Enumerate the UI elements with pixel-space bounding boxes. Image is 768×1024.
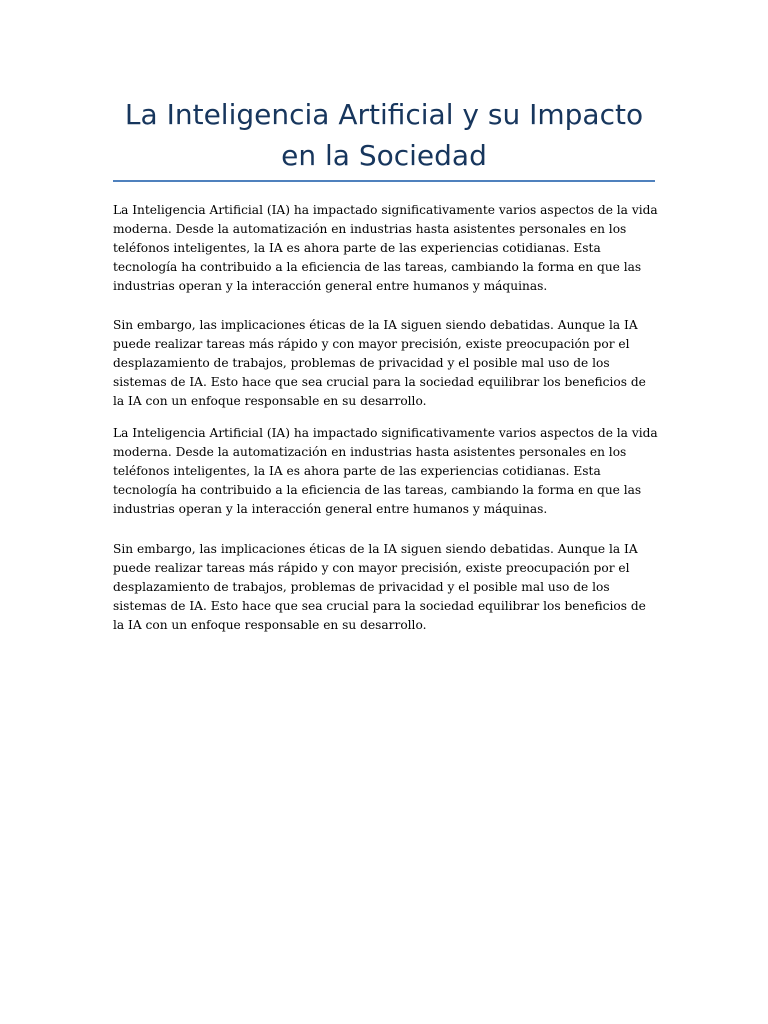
body-paragraph-1: La Inteligencia Artificial (IA) ha impactado significativamente varios aspectos de la vida moderna. Desde la automatización en industrias hasta asistentes personales en los teléfonos inteligentes, la IA es ahora parte de las experiencias cotidianas. Esta tecnología ha contribuido a la eficiencia de las tareas, cambiando la forma en que las industrias operan y la interacción general entre humanos y máquinas. bbox=[113, 203, 658, 294]
title-underline-rule bbox=[113, 180, 655, 182]
body-paragraph-4: Sin embargo, las implicaciones éticas de la IA siguen siendo debatidas. Aunque la IA puede realizar tareas más rápido y con mayor precisión, existe preocupación por el desplazamiento de trabajos, problemas de privacidad y el posible mal uso de los sistemas de IA. Esto hace que sea crucial para la sociedad equilibrar los beneficios de la IA con un enfoque responsable en su desarrollo. bbox=[113, 542, 646, 633]
document-title: La Inteligencia Artificial y su Impacto en la Sociedad bbox=[124, 98, 644, 172]
body-paragraph-2: Sin embargo, las implicaciones éticas de la IA siguen siendo debatidas. Aunque la IA puede realizar tareas más rápido y con mayor precisión, existe preocupación por el desplazamiento de trabajos, problemas de privacidad y el posible mal uso de los sistemas de IA. Esto hace que sea crucial para la sociedad equilibrar los beneficios de la IA con un enfoque responsable en su desarrollo. bbox=[113, 318, 646, 409]
body-paragraph-3: La Inteligencia Artificial (IA) ha impactado significativamente varios aspectos de la vida moderna. Desde la automatización en industrias hasta asistentes personales en los teléfonos inteligentes, la IA es ahora parte de las experiencias cotidianas. Esta tecnología ha contribuido a la eficiencia de las tareas, cambiando la forma en que las industrias operan y la interacción general entre humanos y máquinas. bbox=[113, 426, 658, 517]
